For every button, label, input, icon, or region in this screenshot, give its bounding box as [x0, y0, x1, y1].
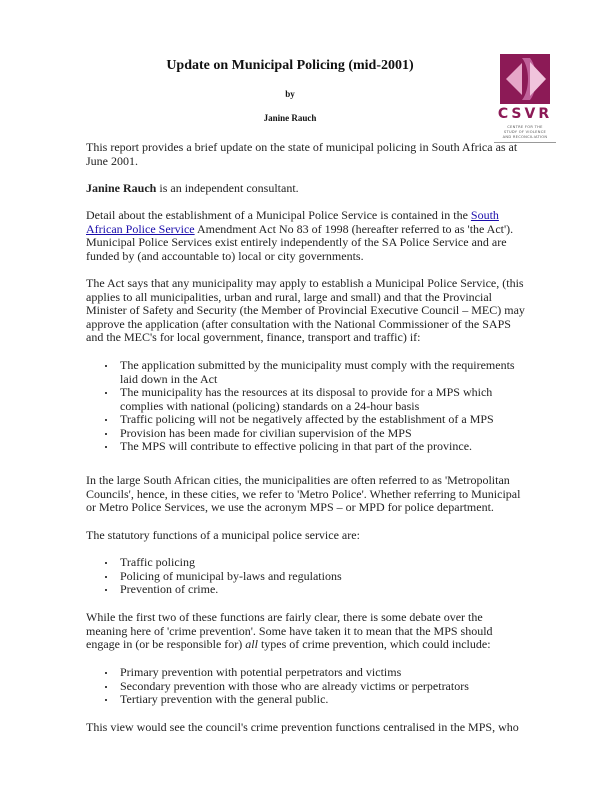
debate-emphasis: all [245, 637, 258, 651]
bullet-icon [105, 392, 107, 394]
act-paragraph [86, 277, 526, 345]
byline-by: by [285, 89, 295, 99]
logo-line-3: AND RECONCILIATION [502, 135, 548, 139]
bullet-icon [105, 589, 107, 591]
list-item-text: Primary prevention with potential perpetrators and victims [120, 665, 402, 679]
list-item [86, 583, 526, 597]
statutory-paragraph [86, 529, 526, 543]
bullet-icon [105, 576, 107, 578]
detail-text-post: Amendment Act No 83 of 1998 (hereafter referred to as 'the Act'). Municipal Police Services exist entirely independently of the SA Police Service and are funded by (and accountable to) local or city governments. [86, 221, 514, 263]
conditions-list-container [86, 359, 526, 454]
logo-acronym: CSVR [497, 106, 553, 122]
bullet-icon [105, 365, 107, 367]
list-item [86, 680, 526, 694]
csvr-logo-mark-icon [500, 54, 550, 104]
list-item-text: Tertiary prevention with the general public. [120, 692, 329, 706]
prevention-list [86, 666, 526, 707]
metro-paragraph [86, 474, 526, 515]
metro-text: In the large South African cities, the municipalities are often referred to as 'Metropolitan Councils', hence, in these cities, we refer to 'Metro Police'. Whether referring to Municipal or Metro Police Services, we use the acronym MPS – or MPD for police department. [86, 473, 521, 514]
bullet-icon [105, 699, 107, 701]
list-item-text: Prevention of crime. [120, 582, 219, 596]
bullet-icon [105, 562, 107, 564]
debate-text-post: types of crime prevention, which could include: [257, 637, 491, 651]
author-description: is an independent consultant. [156, 181, 299, 195]
csvr-logo [494, 54, 586, 154]
bullet-icon [105, 672, 107, 674]
debate-text-pre: While the first two of these functions are fairly clear, there is some debate over the meaning here of 'crime prevention'. Some have taken it to mean that the MPS should engage in (or be responsible for) [86, 610, 493, 651]
detail-text-pre: Detail about the establishment of a Municipal Police Service is contained in the [86, 208, 471, 222]
bullet-icon [105, 446, 107, 448]
list-item-text: Secondary prevention with those who are already victims or perpetrators [120, 678, 469, 693]
list-item [86, 427, 526, 441]
document-title: Update on Municipal Policing (mid-2001) [166, 58, 414, 73]
debate-paragraph [86, 611, 526, 652]
list-item-text: The MPS will contribute to effective policing in that part of the province. [120, 439, 473, 453]
saps-link[interactable]: South African Police Service [86, 208, 499, 236]
functions-list [86, 556, 526, 597]
detail-paragraph [86, 209, 526, 263]
statutory-text: The statutory functions of a municipal police service are: [86, 528, 360, 542]
list-item [86, 359, 526, 386]
list-item [86, 693, 526, 707]
list-item [86, 440, 526, 454]
list-item [86, 386, 526, 413]
prevention-list-container [86, 666, 526, 707]
bullet-icon [105, 686, 107, 688]
bullet-icon [105, 433, 107, 435]
list-item-text: Policing of municipal by-laws and regulations [120, 568, 342, 583]
logo-subtitle [494, 125, 556, 140]
byline-author: Janine Rauch [263, 113, 317, 123]
intro-text: This report provides a brief update on the state of municipal policing in South Africa as at June 2001. [86, 140, 518, 168]
list-item-text: Traffic policing [120, 555, 195, 569]
author-name: Janine Rauch [86, 181, 157, 195]
logo-line-2: STUDY OF VIOLENCE [503, 130, 547, 134]
intro-paragraph [86, 141, 526, 168]
list-item-text: The application submitted by the municipality must comply with the requirements laid down in the Act [120, 358, 515, 386]
bullet-icon [105, 419, 107, 421]
view-text: This view would see the council's crime prevention functions centralised in the MPS, who [86, 720, 519, 734]
conditions-list [86, 359, 526, 454]
functions-list-container [86, 556, 526, 597]
list-item [86, 556, 526, 570]
list-item [86, 413, 526, 427]
view-paragraph [86, 721, 526, 735]
list-item [86, 666, 526, 680]
act-text: The Act says that any municipality may apply to establish a Municipal Police Service, (this applies to all municipalities, urban and rural, large and small) and that the Provincial Minister of Safety and Security (the Member of Provincial Executive Council – MEC) may approve the application (after consultation with the National Commissioner of the SAPS and the MEC's for local government, finance, transport and traffic) if: [86, 276, 525, 344]
list-item [86, 570, 526, 584]
author-paragraph [86, 182, 526, 196]
list-item-text: Provision has been made for civilian supervision of the MPS [120, 425, 412, 440]
list-item-text: The municipality has the resources at its disposal to provide for a MPS which complies with national (policing) standards on a 24-hour basis [120, 385, 493, 413]
list-item-text: Traffic policing will not be negatively affected by the establishment of a MPS [120, 412, 494, 426]
logo-line-1: CENTRE FOR THE [507, 125, 543, 129]
